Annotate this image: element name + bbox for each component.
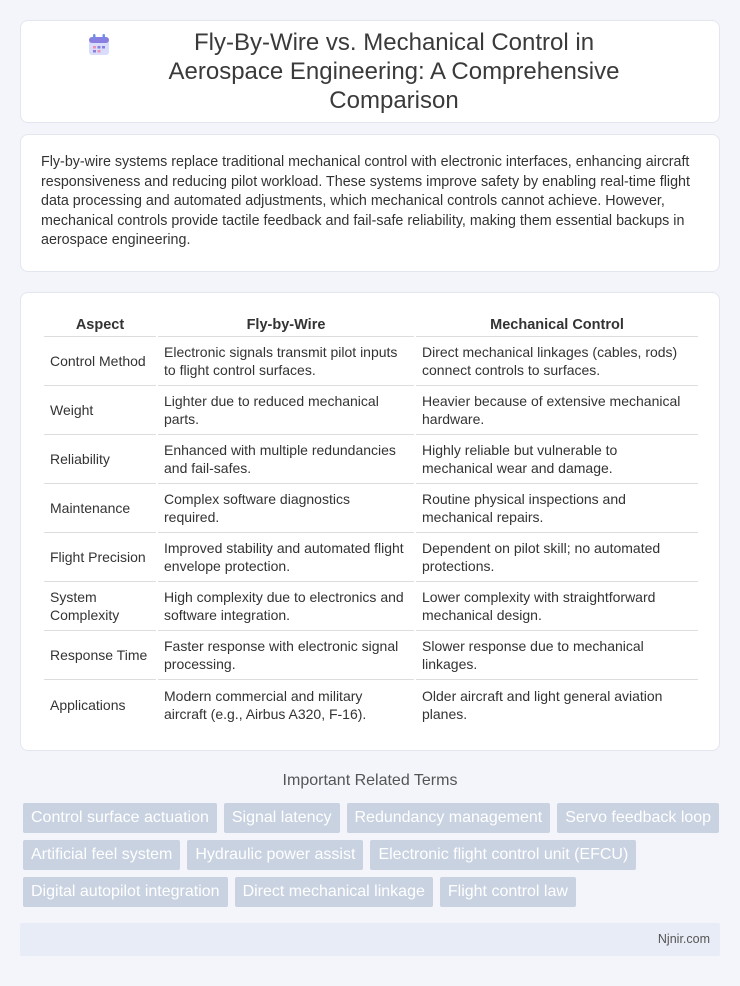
- comparison-table: [42, 311, 700, 729]
- footer-site-link[interactable]: Njnir.com: [657, 932, 710, 946]
- mechanical-cell: Slower response due to mechanical linkages.: [416, 631, 698, 680]
- table-row: [44, 680, 698, 729]
- mechanical-cell: Direct mechanical linkages (cables, rods) connect controls to surfaces.: [416, 337, 698, 386]
- table-row: [44, 582, 698, 631]
- aspect-cell: Response Time: [44, 631, 156, 680]
- term-tag[interactable]: Digital autopilot integration: [23, 877, 228, 907]
- footer: [20, 923, 720, 956]
- fly-by-wire-cell: Improved stability and automated flight envelope protection.: [158, 533, 414, 582]
- fly-by-wire-cell: Modern commercial and military aircraft (e.g., Airbus A320, F-16).: [164, 687, 367, 722]
- term-tag[interactable]: Signal latency: [224, 803, 340, 833]
- intro-paragraph: Fly-by-wire systems replace traditional mechanical control with electronic interfaces, enhancing aircraft responsiveness and reducing pilot workload. These systems improve safety by enabling real-time flight data processing and automated adjustments, which mechanical controls cannot achieve. However, mechanical controls provide tactile feedback and fail-safe reliability, making them essential backups in aerospace engineering.: [41, 154, 690, 248]
- aspect-cell: Reliability: [44, 435, 156, 484]
- aspect-cell: Maintenance: [44, 484, 156, 533]
- table-row: [44, 533, 698, 582]
- aspect-cell: Control Method: [44, 337, 156, 386]
- table-row: [44, 631, 698, 680]
- table-row: [44, 484, 698, 533]
- term-tag[interactable]: Electronic flight control unit (EFCU): [370, 840, 636, 870]
- related-terms-list: [23, 803, 723, 907]
- fly-by-wire-cell: Enhanced with multiple redundancies and fail-safes.: [158, 435, 414, 484]
- aspect-cell: System Complexity: [44, 582, 156, 631]
- table-row: [44, 386, 698, 435]
- term-tag[interactable]: Direct mechanical linkage: [235, 877, 433, 907]
- aspect-cell: Applications: [50, 696, 126, 713]
- term-tag[interactable]: Artificial feel system: [23, 840, 180, 870]
- header-aspect: Aspect: [44, 311, 156, 337]
- mechanical-cell: Lower complexity with straightforward mechanical design.: [416, 582, 698, 631]
- calendar-icon: [86, 32, 112, 58]
- term-tag[interactable]: Servo feedback loop: [557, 803, 719, 833]
- mechanical-cell: Routine physical inspections and mechanical repairs.: [416, 484, 698, 533]
- mechanical-cell: Dependent on pilot skill; no automated protections.: [416, 533, 698, 582]
- fly-by-wire-cell: Faster response with electronic signal processing.: [158, 631, 414, 680]
- term-tag[interactable]: Redundancy management: [347, 803, 551, 833]
- fly-by-wire-cell: High complexity due to electronics and software integration.: [158, 582, 414, 631]
- term-tag[interactable]: Control surface actuation: [23, 803, 217, 833]
- table-header-row: [44, 311, 698, 337]
- mechanical-cell: Highly reliable but vulnerable to mechanical wear and damage.: [416, 435, 698, 484]
- intro-card: [20, 134, 720, 272]
- comparison-card: [20, 292, 720, 751]
- related-terms-heading: Important Related Terms: [282, 772, 458, 789]
- fly-by-wire-cell: Complex software diagnostics required.: [158, 484, 414, 533]
- table-row: [44, 337, 698, 386]
- term-tag[interactable]: Hydraulic power assist: [187, 840, 363, 870]
- fly-by-wire-cell: Electronic signals transmit pilot inputs to flight control surfaces.: [158, 337, 414, 386]
- mechanical-cell: Heavier because of extensive mechanical hardware.: [416, 386, 698, 435]
- title-card: [20, 20, 720, 123]
- fly-by-wire-cell: Lighter due to reduced mechanical parts.: [158, 386, 414, 435]
- header-fly-by-wire: Fly-by-Wire: [158, 311, 414, 337]
- aspect-cell: Weight: [44, 386, 156, 435]
- table-row: [44, 435, 698, 484]
- term-tag[interactable]: Flight control law: [440, 877, 576, 907]
- aspect-cell: Flight Precision: [44, 533, 156, 582]
- page-title: Fly-By-Wire vs. Mechanical Control in Aerospace Engineering: A Comprehensive Comparison: [168, 29, 620, 114]
- header-mechanical-control: Mechanical Control: [416, 311, 698, 337]
- mechanical-cell: Older aircraft and light general aviation planes.: [422, 687, 663, 722]
